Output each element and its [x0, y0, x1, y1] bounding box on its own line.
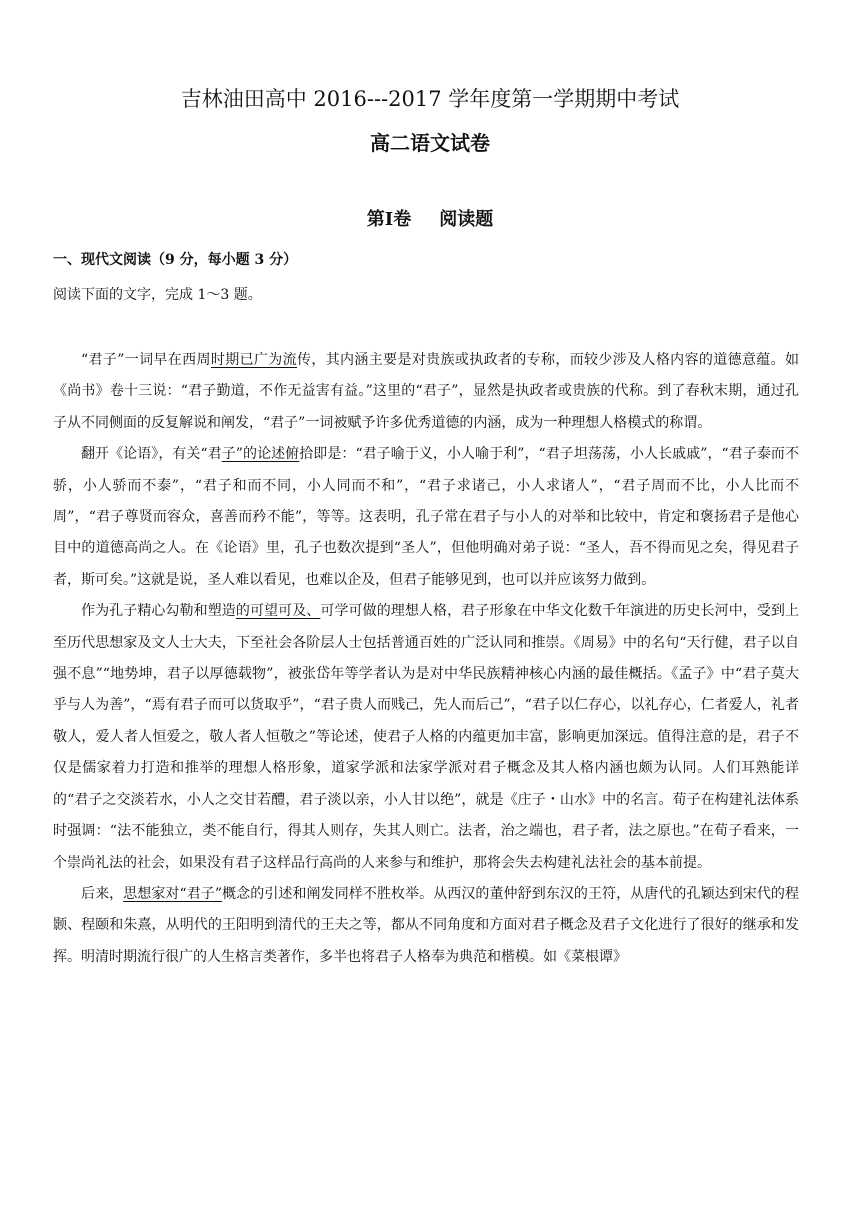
section-heading: 一、现代文阅读（9 分，每小题 3 分） [53, 252, 298, 268]
passage-paragraph-1 [53, 345, 799, 439]
underlined-text: 的可望可及、 [235, 603, 321, 620]
passage-paragraph-4 [53, 879, 799, 973]
paragraph-text: 后来， [81, 885, 124, 902]
part-title [0, 206, 860, 234]
part-label: 第Ⅰ卷 [366, 209, 412, 230]
paragraph-text: 概念的引述和阐发同样不胜枚举。从西汉的董仲舒到东汉的王符，从唐代的孔颖达到宋代的程颢、程颐和朱熹，从明代的王阳明到清代的王夫之等，都从不同角度和方面对君子概念及君子文化进行了很好的继承和发挥。明清时期流行很广的人生格言类著作，多半也将君子人格奉为典范和楷模。如《菜根谭》 [53, 885, 799, 965]
paragraph-text: 可学可做的理想人格，君子形象在中华文化数千年演进的历史长河中，受到上至历代思想家及文人士大夫，下至社会各阶层人士包括普通百姓的广泛认同和推崇。《周易》中的名句“天行健，君子以自强不息”“地势坤，君子以厚德载物”，被张岱年等学者认为是对中华民族精神核心内涵的最佳概括。《孟子》中“君子莫大乎与人为善”，“焉有君子而可以货取乎”，“君子贵人而贱己，先人而后己”，“君子以仁存心，以礼存心，仁者爱人，礼者敬人，爱人者人恒爱之，敬人者人恒敬之”等论述，使君子人格的内蕴更加丰富，影响更加深远。值得注意的是，君子不仅是儒家着力打造和推举的理想人格形象，道家学派和法家学派对君子概念及其人格内涵也颇为认同。人们耳熟能详的“君子之交淡若水，小人之交甘若醴，君子淡以亲，小人甘以绝”，就是《庄子・山水》中的名言。荀子在构建礼法体系时强调：“法不能独立，类不能自行，得其人则存，失其人则亡。法者，治之端也，君子者，法之原也。”在荀子看来，一个崇尚礼法的社会，如果没有君子这样品行高尚的人来参与和维护，那将会失去构建礼法社会的基本前提。 [53, 603, 800, 871]
paper-title: 高二语文试卷 [370, 131, 490, 155]
paragraph-text: 翻开《论语》，有关“君 [81, 446, 222, 463]
passage-paragraph-2 [53, 439, 799, 596]
reading-passage [53, 345, 799, 973]
underlined-text: 思想家对“君子” [123, 885, 223, 902]
underlined-text: 时期已广为流 [210, 352, 297, 368]
part-name: 阅读题 [439, 209, 494, 230]
reading-instruction: 阅读下面的文字，完成 1～3 题。 [53, 287, 262, 303]
underlined-text: 子”的论述俯 [221, 446, 300, 463]
paragraph-text: 作为孔子精心勾勒和塑造 [81, 603, 236, 620]
paragraph-text: 拾即是：“君子喻于义，小人喻于利”，“君子坦荡荡，小人长戚戚”，“君子泰而不骄，小人骄而不泰”，“君子和而不同，小人同而不和”，“君子求诸己，小人求诸人”，“君子周而不比，小人比而不周”，“君子尊贤而容众，喜善而矜不能”，等等。这表明，孔子常在君子与小人的对举和比较中，肯定和褒扬君子是他心目中的道德高尚之人。在《论语》里，孔子也数次提到“圣人”，但他明确对弟子说：“圣人，吾不得而见之矣，得见君子者，斯可矣。”这就是说，圣人难以看见，也难以企及，但君子能够见到，也可以并应该努力做到。 [53, 446, 799, 588]
paragraph-text: “君子”一词早在西周 [81, 352, 211, 368]
paragraph-text: 传，其内涵主要是对贵族或执政者的专称，而较少涉及人格内容的道德意蕴。如《尚书》卷十三说：“君子勤道，不作无益害有益。”这里的“君子”，显然是执政者或贵族的代称。到了春秋末期，通过孔子从不同侧面的反复解说和阐发，“君子”一词被赋予许多优秀道德的内涵，成为一种理想人格模式的称谓。 [53, 352, 799, 431]
passage-paragraph-3 [53, 596, 799, 879]
exam-title: 吉林油田高中 2016---2017 学年度第一学期期中考试 [180, 87, 680, 111]
